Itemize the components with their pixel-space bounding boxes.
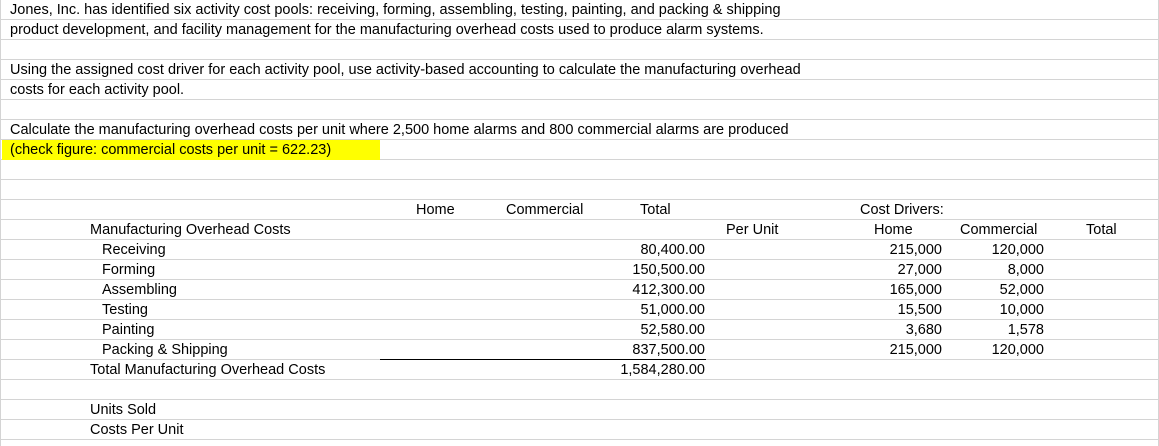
row-gridline bbox=[0, 179, 1159, 180]
home-driver-value: 27,000 bbox=[897, 262, 942, 278]
total-overhead-label: Total Manufacturing Overhead Costs bbox=[90, 362, 326, 378]
overhead-row-label: Painting bbox=[102, 322, 155, 338]
commercial-driver-value: 52,000 bbox=[999, 282, 1044, 298]
instruction-line: Calculate the manufacturing overhead costs per unit where 2,500 home alarms and 800 commercial alarms are produced bbox=[10, 122, 789, 138]
header-cost-drivers: Cost Drivers: bbox=[860, 202, 944, 218]
total-overhead-value: 1,584,280.00 bbox=[620, 362, 705, 378]
overhead-row-total: 80,400.00 bbox=[640, 242, 705, 258]
units-sold-label: Units Sold bbox=[90, 402, 157, 418]
instruction-line: costs for each activity pool. bbox=[10, 82, 185, 98]
overhead-row-label: Testing bbox=[102, 302, 148, 318]
header-home: Home bbox=[416, 202, 455, 218]
overhead-title: Manufacturing Overhead Costs bbox=[90, 222, 291, 238]
column-gridline bbox=[0, 0, 1, 446]
check-figure-text: (check figure: commercial costs per unit = 622.23) bbox=[10, 142, 332, 158]
home-driver-value: 215,000 bbox=[889, 342, 942, 358]
home-drivers bbox=[850, 240, 942, 360]
overhead-row-total: 150,500.00 bbox=[632, 262, 705, 278]
commercial-drivers bbox=[950, 240, 1044, 360]
header-per-unit: Per Unit bbox=[726, 222, 779, 238]
header-driver-total: Total bbox=[1086, 222, 1117, 238]
overhead-row-total: 412,300.00 bbox=[632, 282, 705, 298]
costs-per-unit-label: Costs Per Unit bbox=[90, 422, 184, 438]
header-total: Total bbox=[640, 202, 671, 218]
home-driver-value: 215,000 bbox=[889, 242, 942, 258]
header-commercial: Commercial bbox=[506, 202, 584, 218]
overhead-row-label: Packing & Shipping bbox=[102, 342, 228, 358]
overhead-row-total: 837,500.00 bbox=[632, 342, 705, 358]
header-driver-commercial: Commercial bbox=[960, 222, 1038, 238]
overhead-row-label: Receiving bbox=[102, 242, 166, 258]
home-driver-value: 165,000 bbox=[889, 282, 942, 298]
commercial-driver-value: 10,000 bbox=[999, 302, 1044, 318]
commercial-driver-value: 120,000 bbox=[991, 242, 1044, 258]
overhead-row-total: 52,580.00 bbox=[640, 322, 705, 338]
overhead-totals bbox=[560, 240, 705, 360]
instruction-line: Using the assigned cost driver for each activity pool, use activity-based accounting to calculate the manufacturing overhead bbox=[10, 62, 801, 78]
commercial-driver-value: 120,000 bbox=[991, 342, 1044, 358]
commercial-driver-value: 1,578 bbox=[1007, 322, 1044, 338]
row-gridline bbox=[0, 399, 1159, 400]
overhead-row-total: 51,000.00 bbox=[640, 302, 705, 318]
overhead-row-label: Forming bbox=[102, 262, 156, 278]
overhead-labels bbox=[102, 240, 228, 360]
instruction-line: Jones, Inc. has identified six activity cost pools: receiving, forming, assembling, testing, painting, and packing & shipping bbox=[10, 2, 781, 18]
home-driver-value: 15,500 bbox=[897, 302, 942, 318]
header-driver-home: Home bbox=[874, 222, 913, 238]
overhead-row-label: Assembling bbox=[102, 282, 177, 298]
instruction-line: product development, and facility management for the manufacturing overhead costs used to produce alarm systems. bbox=[10, 22, 764, 38]
commercial-driver-value: 8,000 bbox=[1007, 262, 1044, 278]
home-driver-value: 3,680 bbox=[905, 322, 942, 338]
